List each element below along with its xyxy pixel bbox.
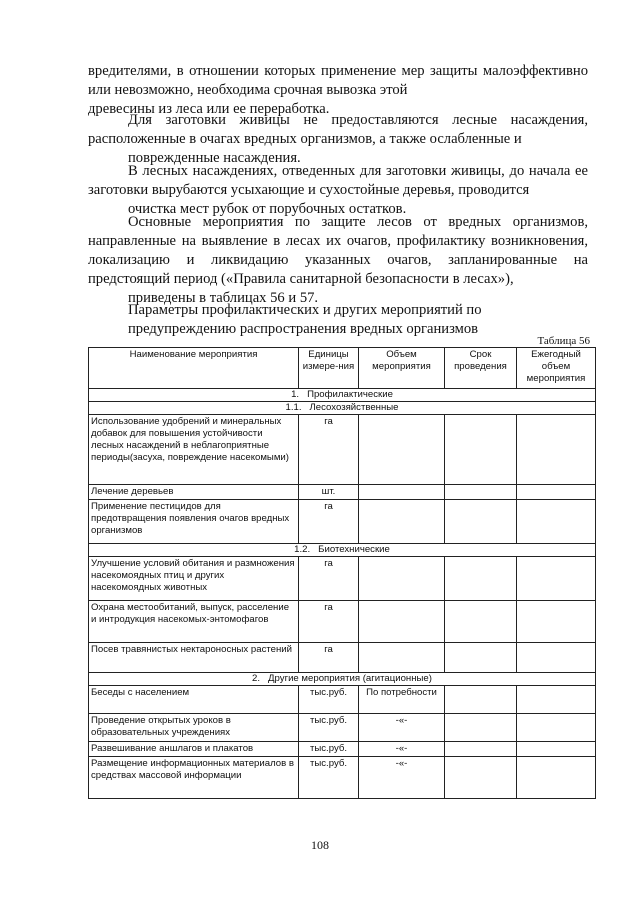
row-name: Применение пестицидов для предотвращения появления очагов вредных организмов bbox=[89, 500, 299, 544]
table-intro-last-line: предупреждению распространения вредных организмов bbox=[128, 321, 479, 337]
row-unit: га bbox=[299, 643, 359, 673]
row-name: Лечение деревьев bbox=[89, 485, 299, 500]
row-name: Беседы с населением bbox=[89, 686, 299, 714]
paragraph-1-text: вредителями, в отношении которых применение мер защиты малоэффективно или невозможно, необходима срочная вывозка этой bbox=[88, 63, 588, 98]
row-term bbox=[445, 742, 517, 757]
section-number: 1. bbox=[291, 389, 300, 400]
row-unit: га bbox=[299, 557, 359, 601]
row-annual bbox=[517, 714, 596, 742]
table-intro-text: Параметры профилактических и других мероприятий по bbox=[128, 302, 482, 318]
row-term bbox=[445, 415, 517, 485]
row-volume bbox=[359, 485, 445, 500]
subsection-row bbox=[89, 544, 596, 557]
section-label: Профилактические bbox=[307, 389, 393, 400]
row-name: Посев травянистых нектароносных растений bbox=[89, 643, 299, 673]
row-unit: тыс.руб. bbox=[299, 714, 359, 742]
row-unit: га bbox=[299, 500, 359, 544]
header-annual: Ежегодный объем мероприятия bbox=[517, 348, 596, 389]
row-term bbox=[445, 757, 517, 799]
section-number: 2. bbox=[252, 673, 261, 684]
subsection-title bbox=[89, 402, 596, 415]
header-unit: Единицы измере-ния bbox=[299, 348, 359, 389]
header-volume: Объем мероприятия bbox=[359, 348, 445, 389]
row-annual bbox=[517, 757, 596, 799]
row-unit: га bbox=[299, 601, 359, 643]
paragraph-2 bbox=[88, 111, 588, 168]
subsection-title bbox=[89, 544, 596, 557]
table-row bbox=[89, 714, 596, 742]
row-term bbox=[445, 601, 517, 643]
table-caption: Таблица 56 bbox=[537, 335, 590, 347]
section-title bbox=[89, 389, 596, 402]
row-annual bbox=[517, 686, 596, 714]
page-number: 108 bbox=[311, 838, 329, 852]
row-annual bbox=[517, 415, 596, 485]
table-row bbox=[89, 686, 596, 714]
row-volume: -«- bbox=[359, 714, 445, 742]
subsection-label: Лесохозяйственные bbox=[309, 402, 399, 413]
row-name: Проведение открытых уроков в образовательных учреждениях bbox=[89, 714, 299, 742]
section-title bbox=[89, 673, 596, 686]
row-volume bbox=[359, 415, 445, 485]
row-unit: тыс.руб. bbox=[299, 757, 359, 799]
paragraph-2-last-line: поврежденные насаждения. bbox=[128, 150, 301, 166]
table-row bbox=[89, 500, 596, 544]
subsection-number: 1.2. bbox=[294, 544, 311, 555]
row-volume bbox=[359, 500, 445, 544]
row-term bbox=[445, 714, 517, 742]
table-row bbox=[89, 485, 596, 500]
row-volume bbox=[359, 557, 445, 601]
row-volume bbox=[359, 601, 445, 643]
section-row bbox=[89, 673, 596, 686]
measures-table bbox=[88, 347, 596, 799]
paragraph-3-text: В лесных насаждениях, отведенных для заготовки живицы, до начала ее заготовки вырубаются усыхающие и сухостойные деревья, проводится bbox=[88, 163, 588, 198]
row-term bbox=[445, 643, 517, 673]
paragraph-4 bbox=[88, 213, 588, 308]
table-row bbox=[89, 557, 596, 601]
row-term bbox=[445, 500, 517, 544]
row-annual bbox=[517, 643, 596, 673]
row-name: Использование удобрений и минеральных добавок для повышения устойчивости лесных насаждений в неблагоприятные периоды(засуха, повреждение насекомыми) bbox=[89, 415, 299, 485]
row-volume: По потребности bbox=[359, 686, 445, 714]
table-row bbox=[89, 415, 596, 485]
row-term bbox=[445, 686, 517, 714]
row-volume: -«- bbox=[359, 757, 445, 799]
table-row bbox=[89, 601, 596, 643]
subsection-label: Биотехнические bbox=[318, 544, 390, 555]
subsection-number: 1.1. bbox=[285, 402, 302, 413]
paragraph-4-text: Основные мероприятия по защите лесов от вредных организмов, направленные на выявление в лесах их очагов, профилактику возникновения, локализацию и ликвидацию указанных очагов, запланированные на предстоящий период («Правила санитарной безопасности в лесах»), bbox=[88, 214, 588, 287]
row-name: Охрана местообитаний, выпуск, расселение и интродукция насекомых-энтомофагов bbox=[89, 601, 299, 643]
section-label: Другие мероприятия (агитационные) bbox=[268, 673, 432, 684]
row-term bbox=[445, 485, 517, 500]
row-unit: тыс.руб. bbox=[299, 742, 359, 757]
row-name: Размещение информационных материалов в средствах массовой информации bbox=[89, 757, 299, 799]
table-row bbox=[89, 742, 596, 757]
row-volume: -«- bbox=[359, 742, 445, 757]
table-intro-paragraph bbox=[88, 301, 588, 339]
subsection-row bbox=[89, 402, 596, 415]
row-annual bbox=[517, 557, 596, 601]
paragraph-4-last-line: приведены в таблицах 56 и 57. bbox=[128, 290, 319, 306]
row-unit: га bbox=[299, 415, 359, 485]
row-name: Улучшение условий обитания и размножения насекомоядных птиц и других насекомоядных животных bbox=[89, 557, 299, 601]
paragraph-3-last-line: очистка мест рубок от порубочных остатков. bbox=[128, 201, 407, 217]
section-row bbox=[89, 389, 596, 402]
table-row bbox=[89, 757, 596, 799]
row-annual bbox=[517, 601, 596, 643]
paragraph-3 bbox=[88, 162, 588, 219]
row-annual bbox=[517, 742, 596, 757]
row-annual bbox=[517, 485, 596, 500]
header-name: Наименование мероприятия bbox=[89, 348, 299, 389]
row-unit: шт. bbox=[299, 485, 359, 500]
table-row bbox=[89, 643, 596, 673]
row-volume bbox=[359, 643, 445, 673]
paragraph-2-text: Для заготовки живицы не предоставляются лесные насаждения, расположенные в очагах вредных организмов, а также ослабленные и bbox=[88, 112, 588, 147]
row-unit: тыс.руб. bbox=[299, 686, 359, 714]
table-header-row bbox=[89, 348, 596, 389]
row-annual bbox=[517, 500, 596, 544]
row-name: Развешивание аншлагов и плакатов bbox=[89, 742, 299, 757]
paragraph-1-last-line: древесины из леса или ее переработка. bbox=[88, 101, 330, 117]
row-term bbox=[445, 557, 517, 601]
header-term: Срок проведения bbox=[445, 348, 517, 389]
